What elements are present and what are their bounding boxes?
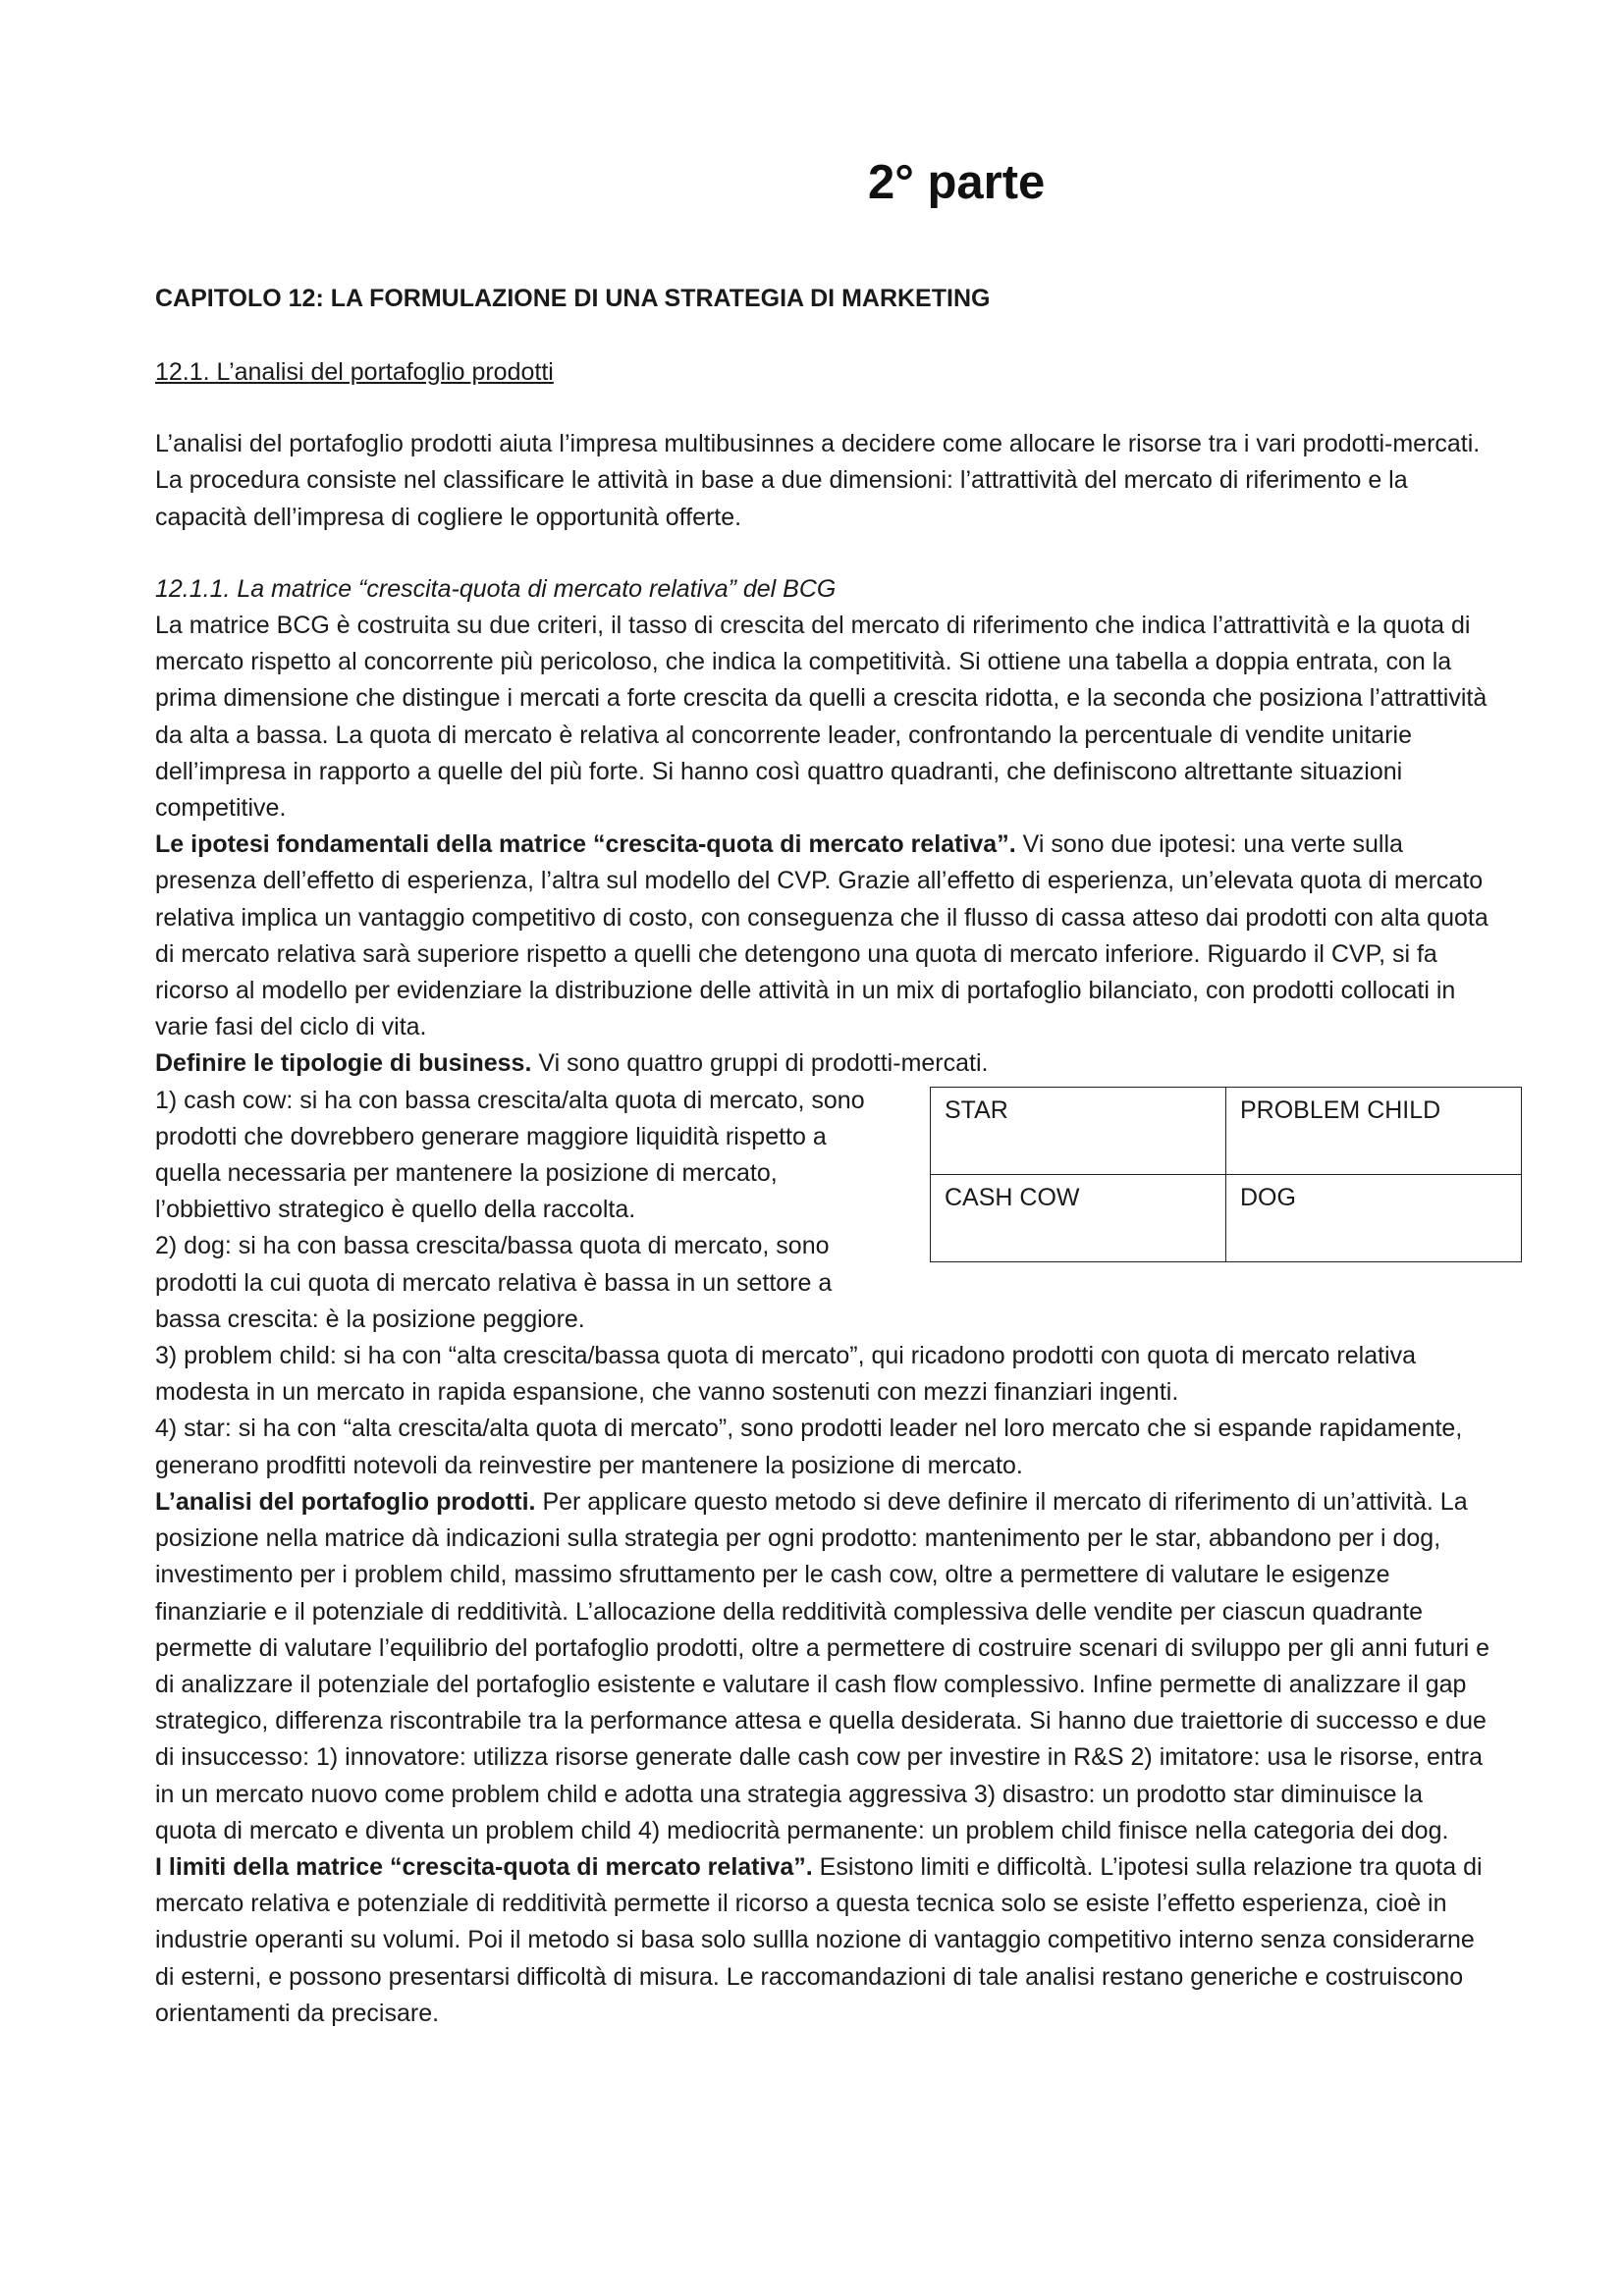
subsection-heading: 12.1.1. La matrice “crescita-quota di mercato relativa” del BCG [155, 574, 837, 603]
bcg-description-paragraph: La matrice BCG è costruita su due criteri, il tasso di crescita del mercato di riferimento che indica l’attrattività e la quota di mercato rispetto al concorrente più pericoloso, che indica la competitività. Si ottiene una tabella a doppia entrata, con la prima dimensione che distingue i mercati a forte crescita da quelli a crescita ridotta, e la seconda che posiziona l’attrattività da alta a bassa. La quota di mercato è relativa al concorrente leader, confrontando la percentuale di vendite unitarie dell’impresa in rapporto a quelle del più forte. Si hanno così quattro quadranti, che definiscono altrettante situazioni competitive. [155, 612, 1488, 823]
matrix-row-top [931, 1087, 1522, 1174]
limits-lead: I limiti della matrice “crescita-quota di mercato relativa”. [155, 1852, 813, 1881]
business-types-list-left [155, 1083, 870, 1338]
portfolio-analysis-text: Per applicare questo metodo si deve definire il mercato di riferimento di un’attività. La posizione nella matrice dà indicazioni sulla strategia per ogni prodotto: mantenimento per le star, abbandono per i dog, investimento per i problem child, massimo sfruttamento per le cash cow, oltre a permettere di valutare le esigenze finanziarie e il potenziale di redditività. L’allocazione della redditività complessiva delle vendite per ciascun quadrante permette di valutare l’equilibrio del portafoglio prodotti, oltre a permettere di costruire scenari di sviluppo per gli anni futuri e di analizzare il potenziale del portafoglio esistente e valutare il cash flow complessivo. Infine permette di analizzare il gap strategico, differenza riscontrabile tra la performance attesa e quella desiderata. Si hanno due traiettorie di successo e due di insuccesso: 1) innovatore: utilizza risorse generate dalle cash cow per investire in R&S 2) imitatore: usa le risorse, entra in un mercato nuovo come problem child e adotta una strategia aggressiva 3) disastro: un prodotto star diminuisce la quota di mercato e diventa un problem child 4) mediocrità permanente: un problem child finisce nella categoria dei dog. [155, 1487, 1490, 1844]
business-types-text: Vi sono quattro gruppi di prodotti-mercati. [531, 1049, 989, 1078]
business-types-lead: Definire le tipologie di business. [155, 1049, 532, 1078]
matrix-cell-cash-cow: CASH COW [931, 1174, 1226, 1261]
portfolio-analysis-lead: L’analisi del portafoglio prodotti. [155, 1487, 536, 1516]
hypotheses-text: Vi sono due ipotesi: una verte sulla presenza dell’effetto di esperienza, l’altra sul modello del CVP. Grazie all’effetto di esperienza, un’elevata quota di mercato relativa implica un vantaggio competitivo di costo, con conseguenza che il flusso di cassa atteso dai prodotti con alta quota di mercato relativa sarà superiore rispetto a quelli che detengono una quota di mercato inferiore. Riguardo il CVP, si fa ricorso al modello per evidenziare la distribuzione delle attività in un mix di portafoglio bilanciato, con prodotti collocati in varie fasi del ciclo di vita. [155, 830, 1488, 1041]
page-title: 2° parte [868, 156, 1046, 209]
matrix-cell-problem-child: PROBLEM CHILD [1226, 1087, 1522, 1174]
limits-paragraph [155, 1849, 1490, 2032]
business-types-paragraph [155, 1045, 1490, 1082]
section-heading: 12.1. L’analisi del portafoglio prodotti [155, 358, 554, 386]
list-item-cash-cow: 1) cash cow: si ha con bassa crescita/alta quota di mercato, sono prodotti che dovrebbero generare maggiore liquidità rispetto a quella necessaria per mantenere la posizione di mercato, l’obbiettivo strategico è quello della raccolta. [155, 1086, 865, 1224]
business-types-area [155, 1083, 1490, 1338]
matrix-cell-star: STAR [931, 1087, 1226, 1174]
list-item-problem-child: 3) problem child: si ha con “alta crescita/bassa quota di mercato”, qui ricadono prodotti con quota di mercato relativa modesta in un mercato in rapida espansione, che vanno sostenuti con mezzi finanziari ingenti. [155, 1342, 1416, 1407]
chapter-heading: CAPITOLO 12: LA FORMULAZIONE DI UNA STRATEGIA DI MARKETING [155, 285, 991, 312]
list-item-star: 4) star: si ha con “alta crescita/alta quota di mercato”, sono prodotti leader nel loro mercato che si espande rapidamente, generano prodfitti notevoli da reinvestire per mantenere la posizione di mercato. [155, 1415, 1463, 1479]
list-item-dog: 2) dog: si ha con bassa crescita/bassa quota di mercato, sono prodotti la cui quota di mercato relativa è bassa in un settore a bassa crescita: è la posizione peggiore. [155, 1232, 833, 1333]
document-body [155, 281, 1490, 2032]
bcg-matrix-table [930, 1087, 1522, 1262]
hypotheses-paragraph [155, 827, 1490, 1045]
limits-text: Esistono limiti e difficoltà. L’ipotesi sulla relazione tra quota di mercato relativa e potenziale di redditività permette il ricorso a questa tecnica solo se esiste l’effetto esperienza, cioè in industrie operanti su volumi. Poi il metodo si basa solo sullla nozione di vantaggio competitivo interno senza considerarne di esterni, e possono presentarsi difficoltà di misura. Le raccomandazioni di tale analisi restano generiche e costruiscono orientamenti da precisare. [155, 1852, 1483, 2027]
matrix-row-bottom [931, 1174, 1522, 1261]
section-intro-paragraph: L’analisi del portafoglio prodotti aiuta l’impresa multibusinnes a decidere come allocare le risorse tra i vari prodotti-mercati. La procedura consiste nel classificare le attività in base a due dimensioni: l’attrattività del mercato di riferimento e la capacità dell’impresa di cogliere le opportunità offerte. [155, 430, 1481, 531]
matrix-cell-dog: DOG [1226, 1174, 1522, 1261]
hypotheses-lead: Le ipotesi fondamentali della matrice “crescita-quota di mercato relativa”. [155, 830, 1016, 859]
portfolio-analysis-paragraph [155, 1484, 1490, 1849]
